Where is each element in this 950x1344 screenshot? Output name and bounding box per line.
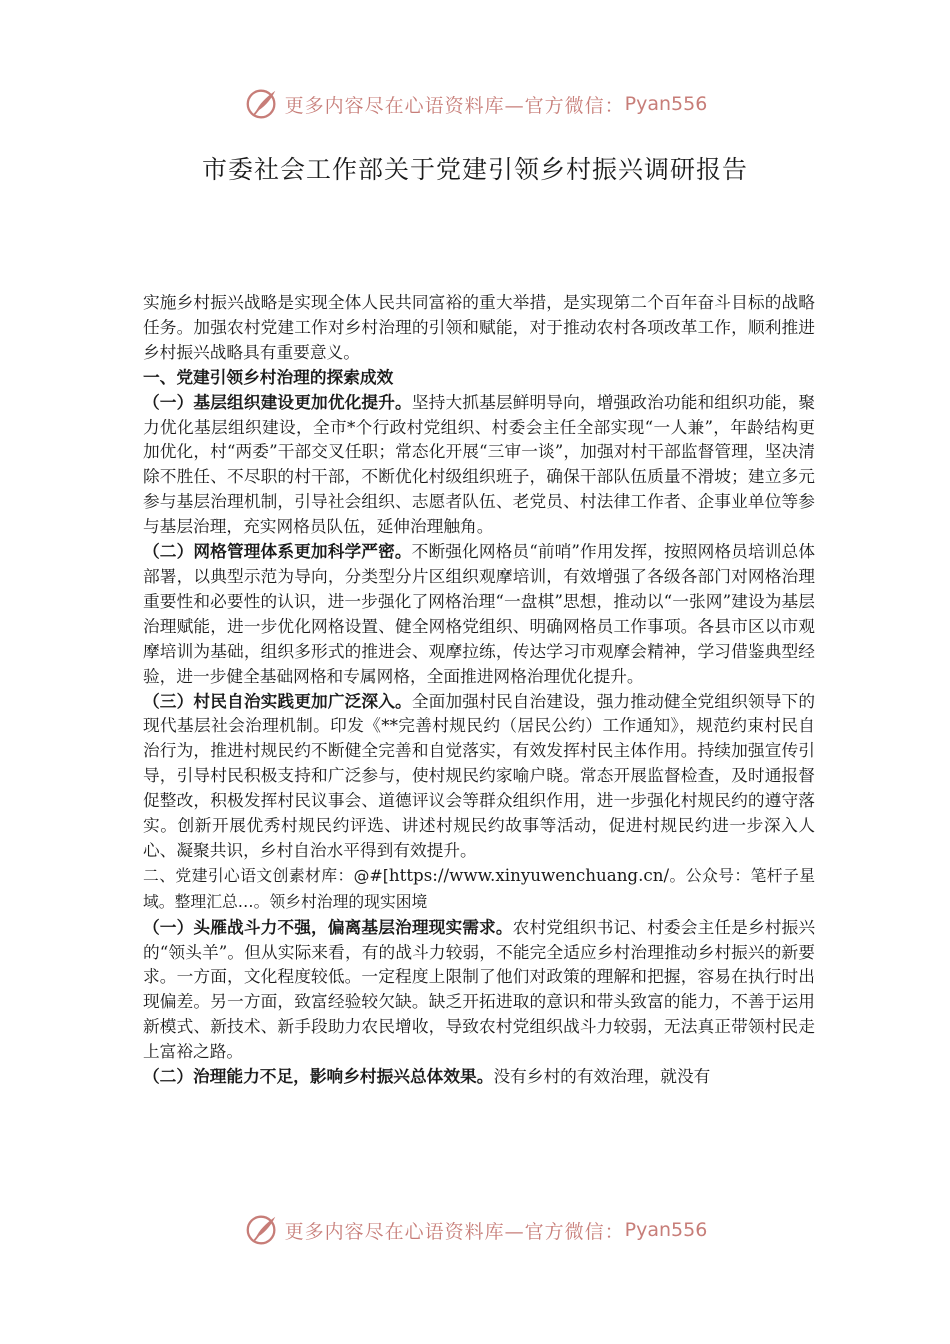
item-lead: （二）网格管理体系更加科学严密。 [143,541,412,562]
section2-heading-part-a: 二、党建引心语文创素材库：@#[ [143,865,389,885]
item-lead: （一）头雁战斗力不强，偏离基层治理现实需求。 [143,916,513,937]
section2-heading-url: https://www.xinyuwenchuang.cn/ [388,864,670,885]
section1-item-3 [143,689,815,863]
quill-logo-icon [243,1211,281,1249]
section1-heading: 一、党建引领乡村治理的探索成效 [143,366,394,387]
document-body [143,290,815,1089]
section2-heading-part-b: 。公众号：笔杆子星域。整理汇总…。领乡村治理的现实困境 [143,865,815,911]
item-text: 坚持大抓基层鲜明导向，增强政治功能和组织功能，聚力优化基层组织建设，全市*个行政村党组织、村委会主任全部实现“一人兼”，年龄结构更加优化，村“两委”干部交叉任职；常态化开展“三审一谈”，加强对村干部监督管理，坚决清除不胜任、不尽职的村干部，不断优化村级组织班子，确保干部队伍质量不滑坡；建立多元参与基层治理机制，引导社会组织、志愿者队伍、老党员、村法律工作者、企事业单位等参与基层治理，充实网格员队伍，延伸治理触角。 [143,391,816,537]
page-title: 市委社会工作部关于党建引领乡村振兴调研报告 [201,155,748,184]
banner-wechat-id: Pyan556 [624,1219,708,1241]
section1-item-1 [143,390,815,539]
item-text: 全面加强村民自治建设，强力推动健全党组织领导下的现代基层社会治理机制。印发《**完善村规民约（居民公约）工作通知》，规范约束村民自治行为，推进村规民约不断健全完善和自觉落实，有效发挥村民主体作用。持续加强宣传引导，引导村民积极支持和广泛参与，使村规民约家喻户晓。常态开展监督检查，及时通报督促整改，积极发挥村民议事会、道德评议会等群众组织作用，进一步强化村规民约的遵守落实。创新开展优秀村规民约评选、讲述村规民约故事等活动，促进村规民约进一步深入人心、凝聚共识，乡村自治水平得到有效提升。 [143,690,816,860]
item-text: 没有乡村的有效治理，就没有 [493,1066,711,1087]
item-lead: （一）基层组织建设更加优化提升。 [143,391,412,412]
footer-banner [0,1210,950,1250]
banner-text: 更多内容尽在心语资料库—官方微信： [284,94,625,117]
header-banner [0,84,950,124]
intro-paragraph: 实施乡村振兴战略是实现全体人民共同富裕的重大举措，是实现第二个百年奋斗目标的战略任务。加强农村党建工作对乡村治理的引领和赋能，对于推动农村各项改革工作，顺利推进乡村振兴战略具有重要意义。 [143,292,815,362]
section1-item-2 [143,539,815,688]
banner-text: 更多内容尽在心语资料库—官方微信： [284,1220,625,1243]
banner-wechat-id: Pyan556 [624,93,708,115]
item-lead: （二）治理能力不足，影响乡村振兴总体效果。 [143,1066,494,1087]
item-text: 不断强化网格员“前哨”作用发挥，按照网格员培训总体部署，以典型示范为导向，分类型分片区组织观摩培训，有效增强了各级各部门对网格治理重要性和必要性的认识，进一步强化了网格治理“一盘棋”思想，推动以“一张网”建设为基层治理赋能，进一步优化网格设置、健全网格党组织、明确网格员工作事项。各县市区以市观摩培训为基础，组织多形式的推进会、观摩拉练，传达学习市观摩会精神，学习借鉴典型经验，进一步健全基础网格和专属网格，全面推进网格治理优化提升。 [143,541,816,686]
section2-heading [143,863,815,915]
item-text: 农村党组织书记、村委会主任是乡村振兴的“领头羊”。但从实际来看，有的战斗力较弱，不能完全适应乡村治理推动乡村振兴的新要求。一方面，文化程度较低。一定程度上限制了他们对政策的理解和把握，容易在执行时出现偏差。另一方面，致富经验较欠缺。缺乏开拓进取的意识和带头致富的能力，不善于运用新模式、新技术、新手段助力农民增收，导致农村党组织战斗力较弱，无法真正带领村民走上富裕之路。 [143,916,816,1062]
section2-item-1 [143,915,815,1064]
quill-logo-icon [243,85,281,123]
item-lead: （三）村民自治实践更加广泛深入。 [143,690,412,711]
section2-item-2 [143,1064,815,1089]
